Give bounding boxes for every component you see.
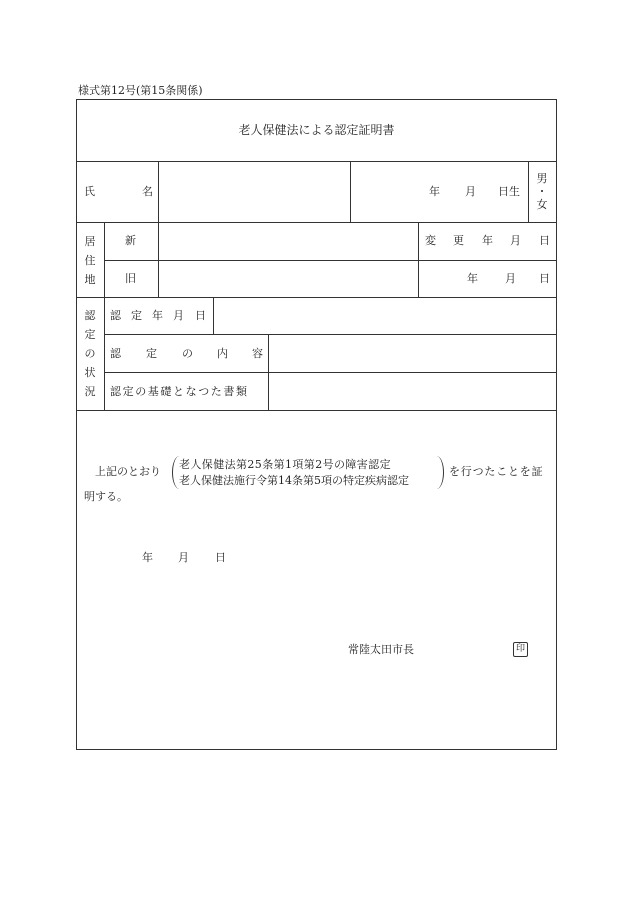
address-new-field[interactable] [159, 223, 418, 260]
cert-option-1: 老人保健法第25条第1項第2号の障害認定 [179, 458, 391, 471]
issuer-name: 常陸太田市長 [348, 643, 414, 656]
cert-suffix: を行つたことを証 [449, 465, 544, 478]
address-old-label: 旧 [125, 272, 136, 285]
birth-month-label: 月 [465, 185, 476, 198]
address-label: 居 住 地 [84, 235, 96, 286]
old-year-label: 年 [467, 272, 478, 285]
name-label-2: 名 [142, 185, 153, 198]
old-month-label: 月 [505, 272, 516, 285]
status-documents-field[interactable] [269, 373, 556, 410]
sex-separator: ・ [536, 185, 548, 198]
name-label-1: 氏 [84, 185, 95, 198]
sex-options[interactable] [535, 172, 549, 211]
vline-sex [528, 161, 529, 223]
sex-female[interactable]: 女 [536, 198, 548, 211]
old-day-label: 日 [539, 272, 550, 285]
status-content-field[interactable] [269, 335, 556, 372]
cert-option-2: 老人保健法施行令第14条第5項の特定疾病認定 [179, 474, 409, 487]
cert-prefix: 上記のとおり [95, 465, 161, 478]
seal-mark: 印 [513, 642, 528, 657]
change-label-1: 変 [425, 234, 436, 247]
vline-section-label [104, 222, 105, 411]
cert-continuation: 明する。 [84, 490, 128, 503]
change-year-label: 年 [482, 234, 493, 247]
birth-year-label: 年 [429, 185, 440, 198]
address-old-field[interactable] [159, 261, 418, 297]
status-label: 認 定 の 状 況 [84, 309, 96, 398]
name-field[interactable] [159, 162, 350, 222]
form-title: 老人保健法による認定証明書 [238, 123, 395, 137]
status-date-field[interactable] [214, 298, 556, 334]
change-day-label: 日 [539, 234, 550, 247]
vline-name-date [350, 161, 351, 223]
divider-status [76, 410, 557, 411]
change-label-2: 更 [453, 234, 464, 247]
status-row-documents-label: 認定の基礎となつた書類 [110, 385, 249, 398]
sex-male[interactable]: 男 [536, 172, 548, 185]
change-month-label: 月 [510, 234, 521, 247]
address-new-label: 新 [125, 234, 136, 247]
form-number: 様式第12号(第15条関係) [78, 84, 203, 97]
vline-address-date [418, 222, 419, 298]
birth-day-label: 日生 [498, 185, 520, 198]
